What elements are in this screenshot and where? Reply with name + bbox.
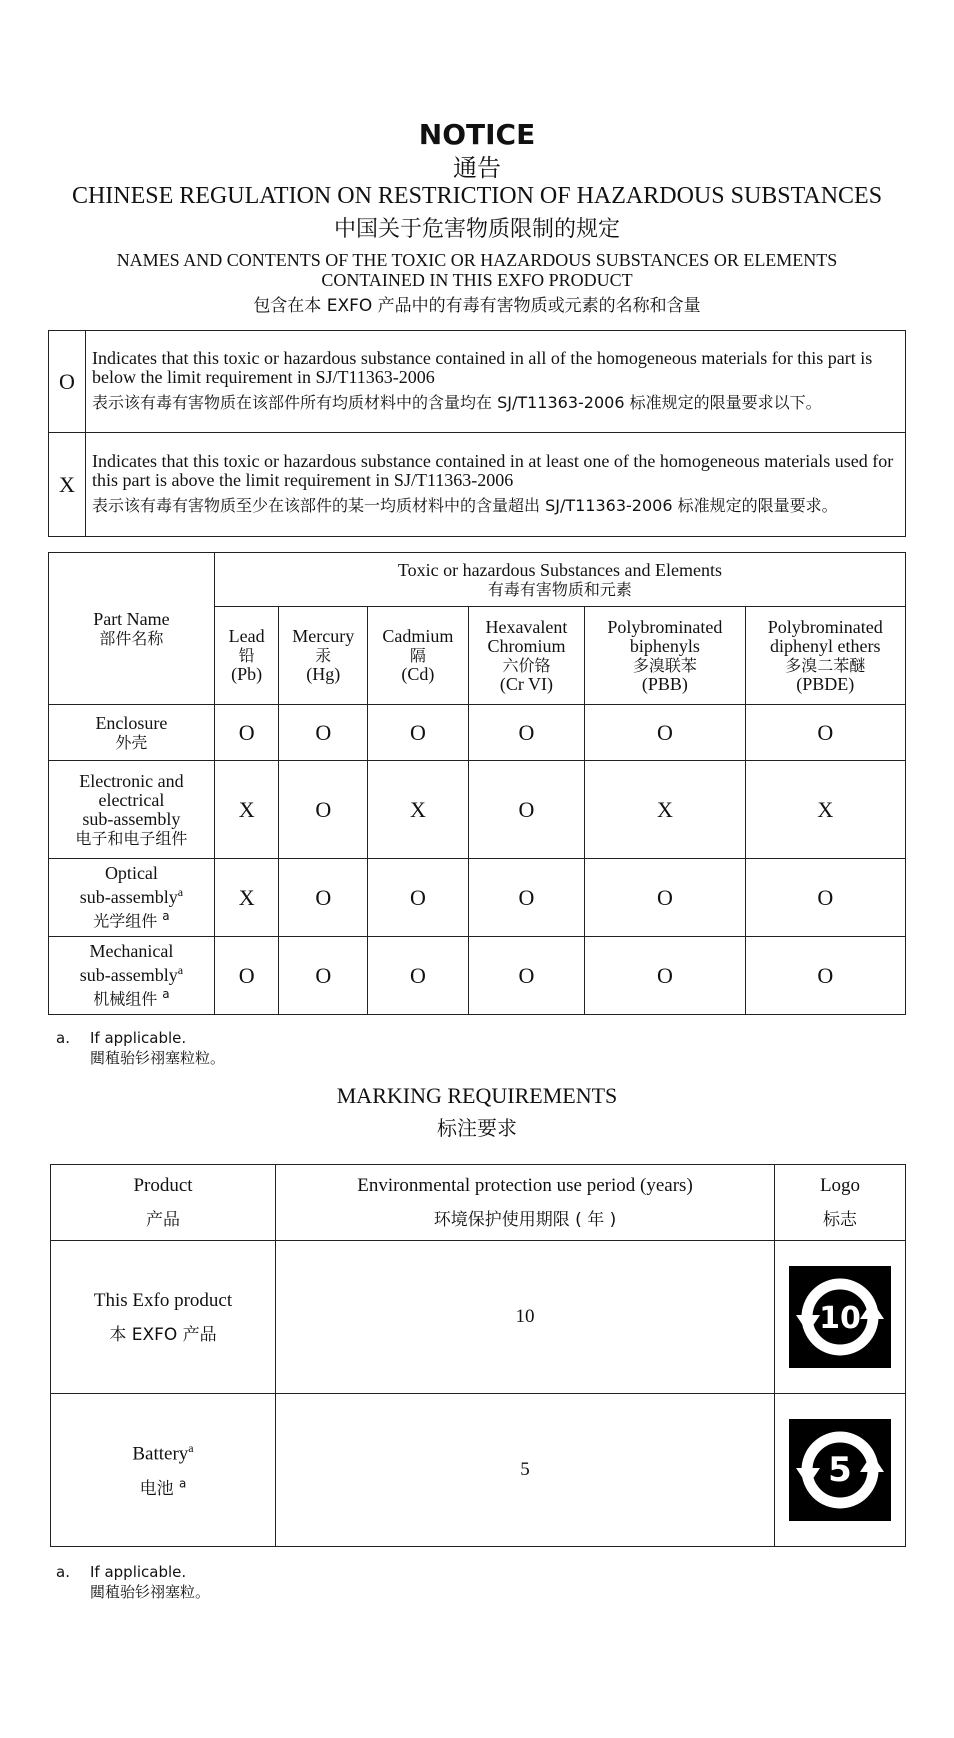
substance-symbol: (Cr VI) xyxy=(499,673,554,694)
footnote-2 xyxy=(56,1562,210,1602)
group-header-label-zh: 有毒有害物质和元素 xyxy=(487,579,632,599)
substance-mark: O xyxy=(368,705,469,761)
marking-product-line xyxy=(51,1290,275,1312)
legend-table xyxy=(48,330,906,537)
epup-logo xyxy=(789,1266,891,1368)
substance-mark: O xyxy=(585,859,745,937)
substance-name-cont: Chromium xyxy=(487,635,566,656)
part-name-line xyxy=(49,810,214,829)
marking-product-cell xyxy=(51,1394,276,1547)
marking-product-zh: 电池 xyxy=(139,1478,174,1499)
part-name-cell xyxy=(49,705,215,761)
part-name-line xyxy=(49,772,214,791)
part-name-text: sub-assembly xyxy=(82,808,181,829)
substance-symbol: (Hg) xyxy=(306,664,341,684)
marking-row xyxy=(51,1394,906,1547)
marking-product: This Exfo product xyxy=(93,1289,233,1311)
epup-logo xyxy=(789,1419,891,1521)
marking-logo-cell xyxy=(775,1394,906,1547)
logo-arrow-right xyxy=(860,1454,884,1472)
regulation-title: CHINESE REGULATION ON RESTRICTION OF HAZARDOUS SUBSTANCES xyxy=(71,183,883,209)
recycle-circle-icon xyxy=(794,1424,886,1516)
marking-logo-cell xyxy=(775,1241,906,1394)
marking-header-text: Environmental protection use period (years) xyxy=(357,1175,693,1196)
footnote-ref: a xyxy=(188,1441,194,1456)
substance-symbol: (Pb) xyxy=(231,664,263,684)
legend-symbol: O xyxy=(49,331,86,433)
part-name-line xyxy=(49,864,214,883)
substance-column-header xyxy=(468,607,585,705)
marking-header-product xyxy=(51,1165,276,1241)
substance-mark: O xyxy=(585,937,745,1015)
substance-mark: O xyxy=(368,937,469,1015)
substance-symbol: (PBDE) xyxy=(796,673,855,694)
part-name-text: Mechanical xyxy=(89,941,174,962)
part-name-label: Part Name xyxy=(93,608,170,629)
part-name-header xyxy=(49,553,215,705)
legend-description xyxy=(86,433,906,537)
part-name-cell xyxy=(49,761,215,859)
substances-group-header xyxy=(214,553,905,607)
part-name-zh: 电子和电子组件 xyxy=(75,828,188,848)
marking-header-text: Logo xyxy=(819,1175,861,1196)
names-heading xyxy=(0,250,954,290)
substance-column-header xyxy=(745,607,905,705)
substance-column-header xyxy=(368,607,469,705)
legend-text-zh: 表示该有毒有害物质至少在该部件的某一均质材料中的含量超出 SJ/T11363-2006 标准规定的限量要求。 xyxy=(92,495,838,515)
marking-title: MARKING REQUIREMENTS xyxy=(336,1083,618,1108)
footnote-1 xyxy=(56,1028,225,1068)
part-name-cell xyxy=(49,937,215,1015)
substance-name: Polybrominated xyxy=(607,616,723,637)
part-name-zh-line xyxy=(49,829,214,848)
substance-mark: O xyxy=(468,859,585,937)
part-name-label-zh: 部件名称 xyxy=(99,628,164,648)
substances-row xyxy=(49,761,906,859)
legend-row xyxy=(49,331,906,433)
part-name-text: sub-assembly xyxy=(79,887,178,908)
marking-header-text-zh: 环境保护使用期限 ( 年 ) xyxy=(433,1210,617,1230)
footnote-ref: a xyxy=(162,909,170,924)
part-name-line xyxy=(49,883,214,907)
substance-mark: O xyxy=(214,705,279,761)
marking-product-zh-line xyxy=(51,1320,275,1345)
part-name-zh: 光学组件 xyxy=(93,911,158,931)
substance-name: Hexavalent xyxy=(485,616,568,637)
substances-body xyxy=(49,705,906,1015)
substance-mark: O xyxy=(745,859,905,937)
marking-product-cell xyxy=(51,1241,276,1394)
substance-name-zh: 铅 xyxy=(238,646,255,665)
substance-mark: O xyxy=(468,705,585,761)
substance-name-zh: 隔 xyxy=(409,646,426,665)
part-name-text: sub-assembly xyxy=(79,965,178,986)
names-heading-line2: CONTAINED IN THIS EXFO PRODUCT xyxy=(321,270,633,290)
footnote-text: If applicable. xyxy=(90,1029,187,1047)
substance-mark: X xyxy=(214,859,279,937)
substance-mark: O xyxy=(279,761,368,859)
part-name-text: electrical xyxy=(98,789,165,810)
substance-symbol: (PBB) xyxy=(641,673,688,694)
logo-number: 5 xyxy=(828,1450,852,1490)
footnote-ref: a xyxy=(162,987,170,1002)
substance-name-zh: 多溴二苯醚 xyxy=(785,655,866,675)
legend-text: Indicates that this toxic or hazardous substance contained in all of the homogeneous materials for this part is below the limit requirement in SJ/T11363-2006 xyxy=(92,347,873,387)
marking-period: 5 xyxy=(276,1394,775,1547)
marking-product-line xyxy=(51,1441,275,1465)
logo-number: 10 xyxy=(819,1301,861,1336)
part-name-line xyxy=(49,714,214,733)
substance-column-header xyxy=(585,607,745,705)
part-name-text: Optical xyxy=(104,863,158,884)
substance-mark: O xyxy=(745,705,905,761)
marking-header-text: Product xyxy=(133,1175,193,1196)
substance-mark: O xyxy=(279,705,368,761)
substance-mark: O xyxy=(468,937,585,1015)
substance-name: Mercury xyxy=(292,626,355,646)
notice-title-zh: 通告 xyxy=(453,154,501,182)
names-heading-line1: NAMES AND CONTENTS OF THE TOXIC OR HAZARDOUS SUBSTANCES OR ELEMENTS xyxy=(116,250,838,270)
substance-name: Lead xyxy=(228,626,265,646)
footnote-ref: a xyxy=(177,885,184,900)
substance-name: Polybrominated xyxy=(767,616,883,637)
legend-symbol: X xyxy=(49,433,86,537)
footnote-text-zh: 閮稙骀钐祤塞粒。 xyxy=(90,1583,211,1601)
substance-mark: X xyxy=(745,761,905,859)
substance-symbol: (Cd) xyxy=(401,664,435,684)
substance-mark: O xyxy=(279,859,368,937)
substances-row xyxy=(49,859,906,937)
group-header-label: Toxic or hazardous Substances and Elements xyxy=(397,559,722,580)
part-name-zh: 外壳 xyxy=(115,732,148,752)
substances-header-row xyxy=(49,553,906,607)
marking-header-text-zh: 产品 xyxy=(146,1210,180,1230)
legend-row xyxy=(49,433,906,537)
substance-column-header xyxy=(279,607,368,705)
marking-title-zh: 标注要求 xyxy=(437,1116,517,1140)
part-name-line xyxy=(49,961,214,985)
substance-mark: X xyxy=(368,761,469,859)
substance-mark: O xyxy=(214,937,279,1015)
footnote-text-zh: 閮稙骀钐祤塞粒粒。 xyxy=(90,1049,226,1067)
regulation-title-zh: 中国关于危害物质限制的规定 xyxy=(333,217,620,242)
logo-arrow-left xyxy=(796,1468,820,1486)
logo-arrow-left xyxy=(796,1315,820,1333)
substance-mark: O xyxy=(279,937,368,1015)
substance-name-cont: diphenyl ethers xyxy=(770,635,881,656)
substance-mark: O xyxy=(468,761,585,859)
footnote-ref: a xyxy=(177,963,184,978)
legend-description xyxy=(86,331,906,433)
substance-mark: O xyxy=(745,937,905,1015)
marking-table xyxy=(50,1164,906,1547)
marking-product-zh-line xyxy=(51,1474,275,1499)
substance-name-zh: 多溴联苯 xyxy=(632,655,697,675)
marking-period: 10 xyxy=(276,1241,775,1394)
marking-header-text-zh: 标志 xyxy=(823,1210,857,1230)
part-name-cell xyxy=(49,859,215,937)
marking-product: Battery xyxy=(132,1443,189,1465)
substance-name-zh: 六价铬 xyxy=(502,655,551,675)
marking-header-period xyxy=(276,1165,775,1241)
logo-arrow-right xyxy=(860,1301,884,1319)
footnote-label: a. xyxy=(56,1563,70,1581)
part-name-text: Electronic and xyxy=(79,770,184,791)
substance-name: Cadmium xyxy=(382,626,454,646)
part-name-line xyxy=(49,942,214,961)
footnote-label: a. xyxy=(56,1029,70,1047)
part-name-zh-line xyxy=(49,907,214,930)
marking-product-zh: 本 EXFO 产品 xyxy=(109,1324,217,1345)
substance-mark: O xyxy=(585,705,745,761)
part-name-zh-line xyxy=(49,733,214,752)
substances-row xyxy=(49,705,906,761)
marking-row xyxy=(51,1241,906,1394)
notice-title: NOTICE xyxy=(418,118,536,151)
part-name-zh-line xyxy=(49,985,214,1008)
part-name-text: Enclosure xyxy=(95,712,168,733)
substance-mark: X xyxy=(214,761,279,859)
footnote-text: If applicable. xyxy=(90,1563,187,1581)
substance-column-header xyxy=(214,607,279,705)
marking-header-logo xyxy=(775,1165,906,1241)
part-name-zh: 机械组件 xyxy=(93,989,158,1009)
substance-name-zh: 汞 xyxy=(315,646,332,665)
marking-body xyxy=(51,1241,906,1547)
substances-table xyxy=(48,552,906,1015)
marking-header-row xyxy=(51,1165,906,1241)
substance-mark: X xyxy=(585,761,745,859)
legend-text: Indicates that this toxic or hazardous substance contained in at least one of the homogeneous materials used for this part is above the limit requirement in SJ/T11363-2006 xyxy=(92,450,894,490)
substance-name-cont: biphenyls xyxy=(629,635,700,656)
recycle-circle-icon xyxy=(794,1271,886,1363)
substances-row xyxy=(49,937,906,1015)
substance-mark: O xyxy=(368,859,469,937)
part-name-line xyxy=(49,791,214,810)
names-heading-zh: 包含在本 EXFO 产品中的有毒有害物质或元素的名称和含量 xyxy=(253,296,701,316)
footnote-ref: a xyxy=(179,1476,187,1490)
legend-text-zh: 表示该有毒有害物质在该部件所有均质材料中的含量均在 SJ/T11363-2006 标准规定的限量要求以下。 xyxy=(92,392,822,412)
